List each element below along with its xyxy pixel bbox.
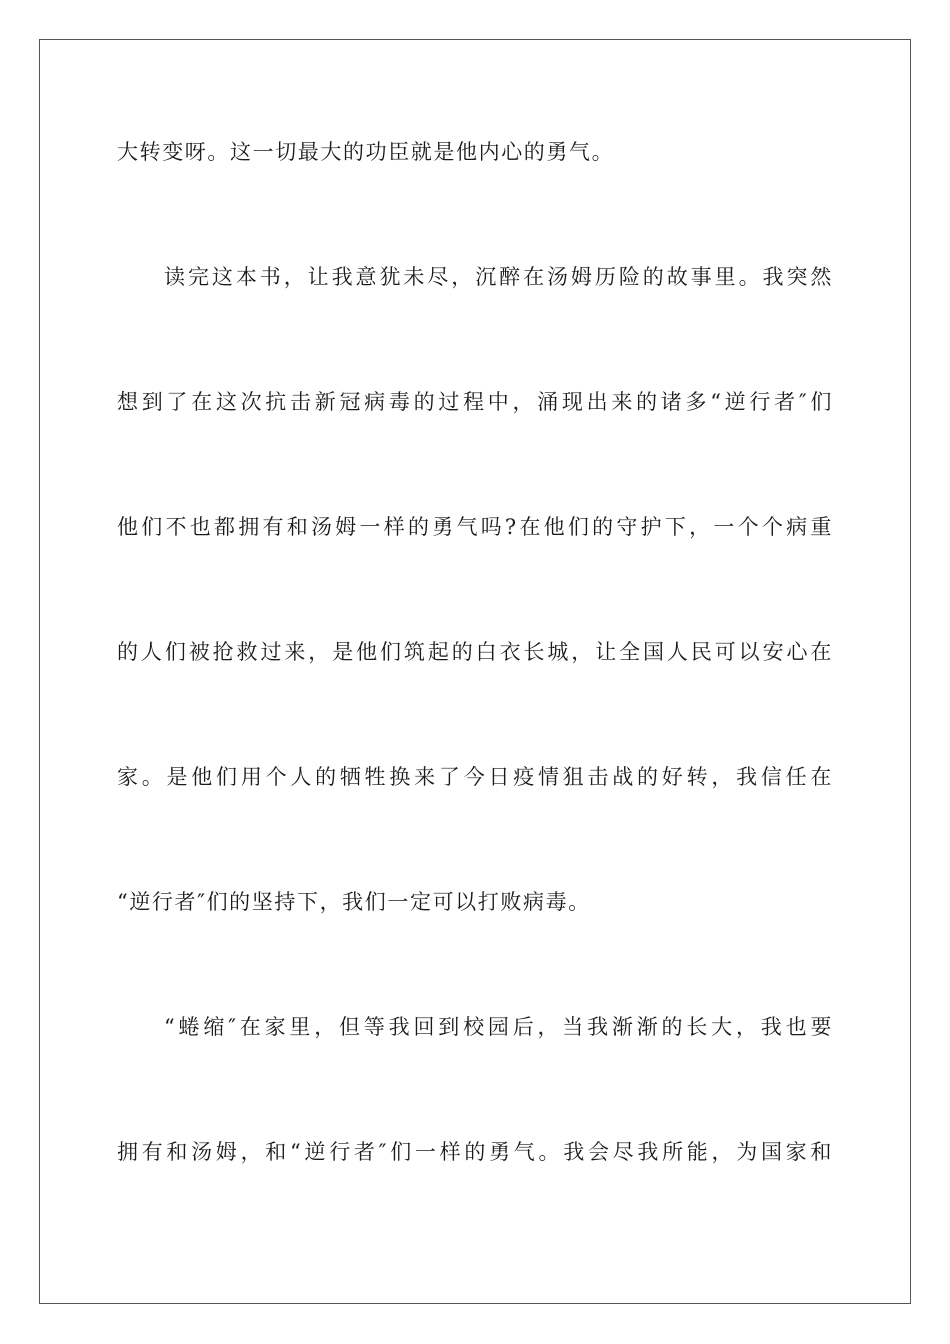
text-line: 家。是他们用个人的牺牲换来了今日疫情狙击战的好转，我信任在	[117, 765, 833, 789]
text-line: “逆行者″们的坚持下，我们一定可以打败病毒。	[117, 890, 591, 914]
text-line: 他们不也都拥有和汤姆一样的勇气吗?在他们的守护下，一个个病重	[117, 515, 833, 539]
page-border	[39, 39, 911, 1304]
text-line: 拥有和汤姆，和“逆行者″们一样的勇气。我会尽我所能，为国家和	[117, 1140, 833, 1164]
paragraph-first-line: 读完这本书，让我意犹未尽，沉醉在汤姆历险的故事里。我突然	[164, 265, 833, 289]
text-line: 的人们被抢救过来，是他们筑起的白衣长城，让全国人民可以安心在	[117, 640, 833, 664]
text-line: 想到了在这次抗击新冠病毒的过程中，涌现出来的诸多“逆行者″们	[117, 390, 833, 414]
paragraph-first-line: “蜷缩″在家里，但等我回到校园后，当我渐渐的长大，我也要	[164, 1015, 833, 1039]
text-line: 大转变呀。这一切最大的功臣就是他内心的勇气。	[117, 140, 615, 164]
